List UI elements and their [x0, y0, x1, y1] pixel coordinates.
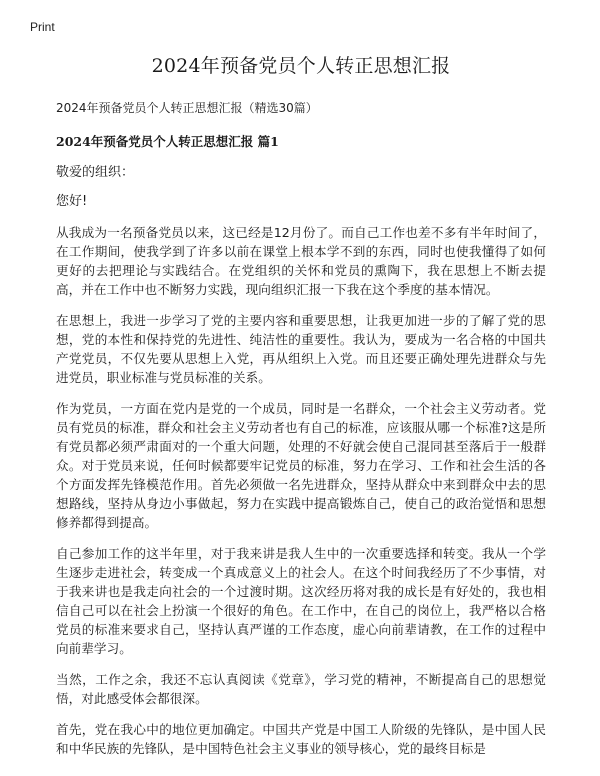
body-paragraph: 当然，工作之余，我还不忘认真阅读《党章》，学习党的精神，不断提高自己的思想觉悟，对此感受体会都很深。	[56, 672, 546, 706]
section-heading: 2024年预备党员个人转正思想汇报 篇1	[56, 134, 279, 149]
body-paragraph: 作为党员，一方面在党内是党的一个成员，同时是一名群众，一个社会主义劳动者。党员有党员的标准，群众和社会主义劳动者也有自己的标准，应该服从哪一个标准?这是所有党员都必须严肃面对的一个重大问题，处理的不好就会使自己混同甚至落后于一般群众。对于党员来说，任何时候都要牢记党员的标准，努力在学习、工作和社会生活的各个方面发挥先锋模范作用。首先必须做一名先进群众，坚持从群众中来到群众中去的思想路线，坚持从身边小事做起，努力在实践中提高锻炼自己，使自己的政治觉悟和思想修养都得到提高。	[56, 401, 546, 530]
document-page	[56, 48, 546, 758]
document-subtitle: 2024年预备党员个人转正思想汇报（精选30篇）	[56, 101, 318, 115]
greeting: 您好!	[56, 194, 88, 209]
body-paragraph: 在思想上，我进一步学习了党的主要内容和重要思想，让我更加进一步的了解了党的思想，党的本性和保持党的先进性、纯洁性的重要性。我认为，要成为一名合格的中国共产党党员，不仅先要从思想上入党，再从组织上入党。而且还要正确处理先进群众与先进党员，职业标准与党员标准的关系。	[56, 313, 546, 385]
body-paragraph: 自己参加工作的这半年里，对于我来讲是我人生中的一次重要选择和转变。我从一个学生逐步走进社会，转变成一个真成意义上的社会人。在这个时间我经历了不少事情，对于我来讲也是我走向社会的一个过渡时期。这次经历将对我的成长是有好处的，我也相信自己可以在社会上扮演一个很好的角色。在工作中，在自己的岗位上，我严格以合格党员的标准来要求自己，坚持认真严谨的工作态度，虚心向前辈请教，在工作的过程中向前辈学习。	[56, 546, 546, 656]
body-paragraph: 从我成为一名预备党员以来，这已经是12月份了。而自己工作也差不多有半年时间了，在工作期间，使我学到了许多以前在课堂上根本学不到的东西，同时也使我懂得了如何更好的去把理论与实践结合。在党组织的关怀和党员的熏陶下，我在思想上不断去提高，并在工作中也不断努力实践，现向组织汇报一下我在这个季度的基本情况。	[56, 225, 546, 297]
print-link[interactable]: Print	[30, 20, 55, 34]
page-title: 2024年预备党员个人转正思想汇报	[151, 55, 451, 77]
body-paragraph: 首先，党在我心中的地位更加确定。中国共产党是中国工人阶级的先锋队，是中国人民和中华民族的先锋队，是中国特色社会主义事业的领导核心，党的最终目标是	[56, 722, 546, 756]
salutation: 敬爱的组织：	[56, 165, 135, 180]
